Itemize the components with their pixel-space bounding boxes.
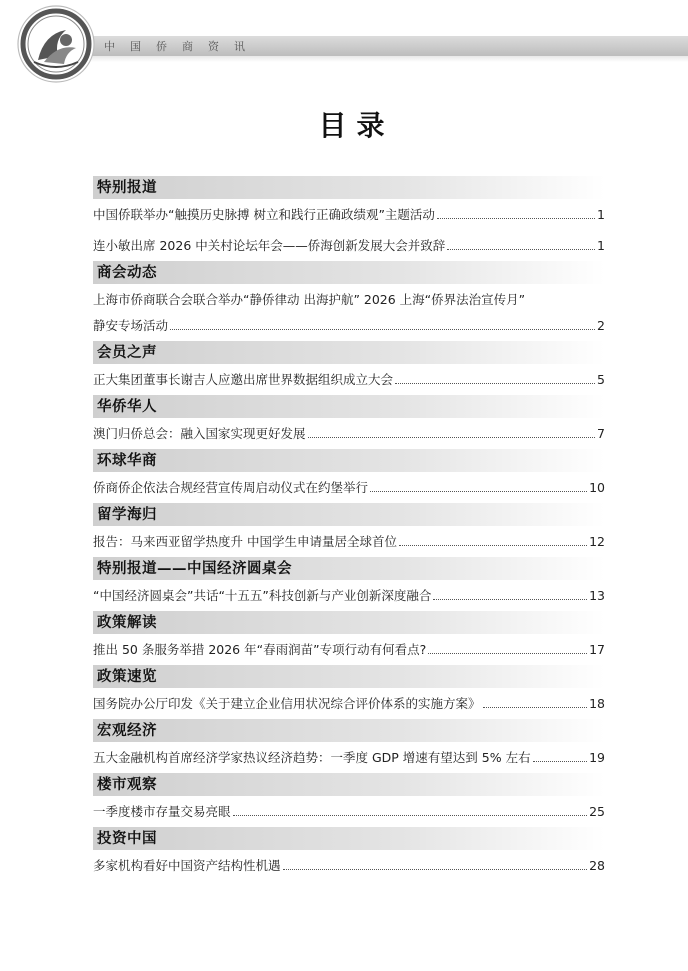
toc-entry-title: 国务院办公厅印发《关于建立企业信用状况综合评价体系的实施方案》: [93, 696, 481, 711]
section-heading: 商会动态: [93, 261, 605, 284]
toc-entry-title: 一季度楼市存量交易亮眼: [93, 804, 231, 819]
toc-entry[interactable]: [93, 850, 605, 881]
leader-dots: [399, 545, 587, 546]
toc-entry-title: 侨商侨企依法合规经营宣传周启动仪式在约堡举行: [93, 480, 369, 495]
toc-entry-page: 1: [597, 207, 605, 222]
toc-entry-title: “中国经济圆桌会”共话“十五五”科技创新与产业创新深度融合: [93, 588, 432, 603]
toc-entry[interactable]: [93, 688, 605, 719]
toc-entry-page: 7: [597, 426, 605, 441]
leader-dots: [533, 761, 588, 762]
toc-entry-page: 12: [589, 534, 605, 549]
leader-dots: [483, 707, 588, 708]
toc-entry[interactable]: [93, 284, 605, 310]
toc-entry-page: 18: [589, 696, 605, 711]
toc-entry-title: 澳门归侨总会：融入国家实现更好发展: [93, 426, 306, 441]
logo-seal-icon: [14, 4, 100, 84]
toc-entry[interactable]: [93, 634, 605, 665]
section-heading: 华侨华人: [93, 395, 605, 418]
toc-entry-page: 19: [589, 750, 605, 765]
toc-entry[interactable]: [93, 526, 605, 557]
header-bar-shadow: [70, 56, 688, 62]
toc-entry[interactable]: [93, 418, 605, 449]
section-heading: 政策速览: [93, 665, 605, 688]
leader-dots: [395, 383, 595, 384]
toc-entry-title: 连小敏出席 2026 中关村论坛年会——侨海创新发展大会并致辞: [93, 238, 446, 253]
section-heading: 宏观经济: [93, 719, 605, 742]
toc-entry[interactable]: [93, 199, 605, 230]
toc-entry-page: 2: [597, 318, 605, 333]
toc-entry-title: 上海市侨商联合会联合举办“静侨律动 出海护航” 2026 上海“侨界法治宣传月”: [93, 292, 526, 307]
toc-entry-title: 多家机构看好中国资产结构性机遇: [93, 858, 281, 873]
leader-dots: [283, 869, 588, 870]
leader-dots: [170, 329, 595, 330]
toc-entry-page: 25: [589, 804, 605, 819]
toc-entry[interactable]: [93, 742, 605, 773]
section-heading: 留学海归: [93, 503, 605, 526]
leader-dots: [233, 815, 588, 816]
section-heading: 特别报道: [93, 176, 605, 199]
toc-entry[interactable]: [93, 310, 605, 341]
section-heading: 楼市观察: [93, 773, 605, 796]
toc-entry-page: 10: [589, 480, 605, 495]
header-title: 中国侨商资讯: [104, 40, 260, 53]
leader-dots: [433, 599, 587, 600]
leader-dots: [370, 491, 587, 492]
leader-dots: [447, 249, 595, 250]
toc-entry[interactable]: [93, 364, 605, 395]
leader-dots: [308, 437, 596, 438]
section-heading: 投资中国: [93, 827, 605, 850]
toc-entry[interactable]: [93, 230, 605, 261]
toc-entry-page: 5: [597, 372, 605, 387]
section-heading: 特别报道——中国经济圆桌会: [93, 557, 605, 580]
section-heading: 政策解读: [93, 611, 605, 634]
toc-entry-page: 17: [589, 642, 605, 657]
leader-dots: [428, 653, 587, 654]
leader-dots: [437, 218, 595, 219]
section-heading: 环球华商: [93, 449, 605, 472]
toc-entry-page: 13: [589, 588, 605, 603]
toc-entry-title: 中国侨联举办“触摸历史脉搏 树立和践行正确政绩观”主题活动: [93, 207, 435, 222]
section-heading: 会员之声: [93, 341, 605, 364]
toc-entry-title: 推出 50 条服务举措 2026 年“春雨润苗”专项行动有何看点?: [93, 642, 427, 657]
table-of-contents: [93, 176, 605, 881]
toc-entry-title: 静安专场活动: [93, 318, 169, 333]
toc-entry-page: 28: [589, 858, 605, 873]
toc-entry[interactable]: [93, 580, 605, 611]
toc-entry-title: 五大金融机构首席经济学家热议经济趋势：一季度 GDP 增速有望达到 5% 左右: [93, 750, 531, 765]
toc-entry-title: 报告：马来西亚留学热度升 中国学生申请量居全球首位: [93, 534, 397, 549]
page-title: 目录: [318, 109, 395, 142]
toc-entry[interactable]: [93, 472, 605, 503]
toc-entry-page: 1: [597, 238, 605, 253]
toc-entry[interactable]: [93, 796, 605, 827]
toc-entry-title: 正大集团董事长谢吉人应邀出席世界数据组织成立大会: [93, 372, 394, 387]
